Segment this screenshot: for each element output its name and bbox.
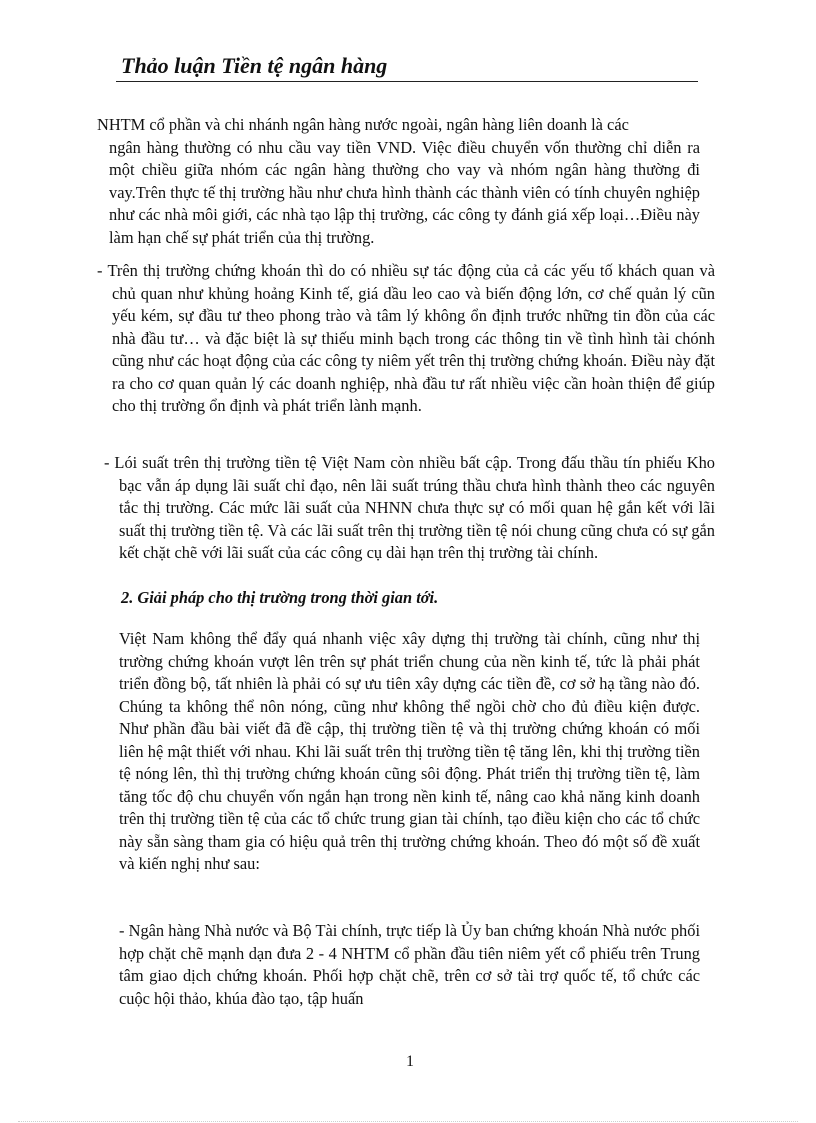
paragraph-banks-continued [97,114,700,249]
paragraph-interest-rate: - Lói suất trên thị trường tiền tệ Việt Nam còn nhiều bất cập. Trong đấu thầu tín phiếu Kho bạc vẫn áp dụng lãi suất chỉ đạo, nên lãi suất trúng thầu chưa hình thành theo các nguyên tắc thị trường. Các mức lãi suất của NHNN chưa thực sự có mối quan hệ gắn kết với lãi suất thị trường tiền tệ. Và các lãi suất trên thị trường tiền tệ nói chung cũng chưa có sự gắn kết chặt chẽ với lãi suất của các công cụ dài hạn trên thị trường tài chính. [104,453,715,562]
paragraph-stock-market: - Trên thị trường chứng khoán thì do có nhiều sự tác động của cả các yếu tố khách quan và chủ quan như khủng hoảng Kinh tế, giá dầu leo cao và biến động lớn, cơ chế quản lý cũn yếu kém, sự đầu tư theo phong trào và tâm lý không ổn định trước những tin đồn của các nhà đầu tư… và đặc biệt là sự thiếu minh bạch trong các thông tin về tình hình tài chónh cũng như các hoạt động của các công ty niêm yết trên thị trường chứng khoán. Điều này đặt ra cho cơ quan quản lý các doanh nghiệp, nhà đầu tư rất nhiều việc cần hoàn thiện để giúp cho thị trường ổn định và phát triển lành mạnh. [97,261,715,415]
paragraph-rest: ngân hàng thường có nhu cầu vay tiền VND. Việc điều chuyển vốn thường chỉ diễn ra một chiều giữa nhóm các ngân hàng thường cho vay và nhóm ngân hàng thường đi vay.Trên thực tế thị trường hầu như chưa hình thành các thành viên có tính chuyên nghiệp như các nhà môi giới, các nhà tạo lập thị trường, các công ty đánh giá xếp loại…Điều này làm hạn chế sự phát triển của thị trường. [109,137,700,247]
header-divider [116,81,698,82]
paragraph-solutions-intro: Việt Nam không thể đẩy quá nhanh việc xây dựng thị trường tài chính, cũng như thị trường chứng khoán vượt lên trên sự phát triển chung của nền kinh tế, tức là phải phát triển đồng bộ, tất nhiên là phải có sự ưu tiên xây dựng các tiền đề, cơ sở hạ tầng nào đó. Chúng ta không thể nôn nóng, cũng như không thể ngồi chờ cho đủ điều kiện được. Như phần đầu bài viết đã đề cập, thị trường tiền tệ và thị trường chứng khoán có mối liên hệ mật thiết với nhau. Khi lãi suất trên thị trường tiền tệ tăng lên, khi thị trường tiền tệ nóng lên, thì thị trường chứng khoán cũng sôi động. Phát triển thị trường tiền tệ, làm tăng tốc độ chu chuyển vốn ngắn hạn trong nền kinh tế, nâng cao khả năng kinh doanh trên thị trường tiền tệ của các tổ chức trung gian tài chính, tạo điều kiện cho các tổ chức này sẵn sàng tham gia có hiệu quả trên thị trường chứng khoán. Theo đó một số đề xuất và kiến nghị như sau: [119,629,700,873]
page-bottom-border [18,1121,798,1122]
paragraph-recommendation: - Ngân hàng Nhà nước và Bộ Tài chính, trực tiếp là Ủy ban chứng khoán Nhà nước phối hợp chặt chẽ mạnh dạn đưa 2 - 4 NHTM cổ phần đầu tiên niêm yết cổ phiếu trên Trung tâm giao dịch chứng khoán. Phối hợp chặt chẽ, trên cơ sở tài trợ quốc tế, tổ chức các cuộc hội thảo, khúa đào tạo, tập huấn [119,921,700,1008]
page-number: 1 [406,1053,414,1070]
paragraph-first-line: NHTM cổ phần và chi nhánh ngân hàng nước ngoài, ngân hàng liên doanh là các [97,115,629,134]
section-heading-solutions: 2. Giải pháp cho thị trường trong thời gian tới. [121,588,439,607]
page-header-title: Thảo luận Tiền tệ ngân hàng [121,53,388,78]
